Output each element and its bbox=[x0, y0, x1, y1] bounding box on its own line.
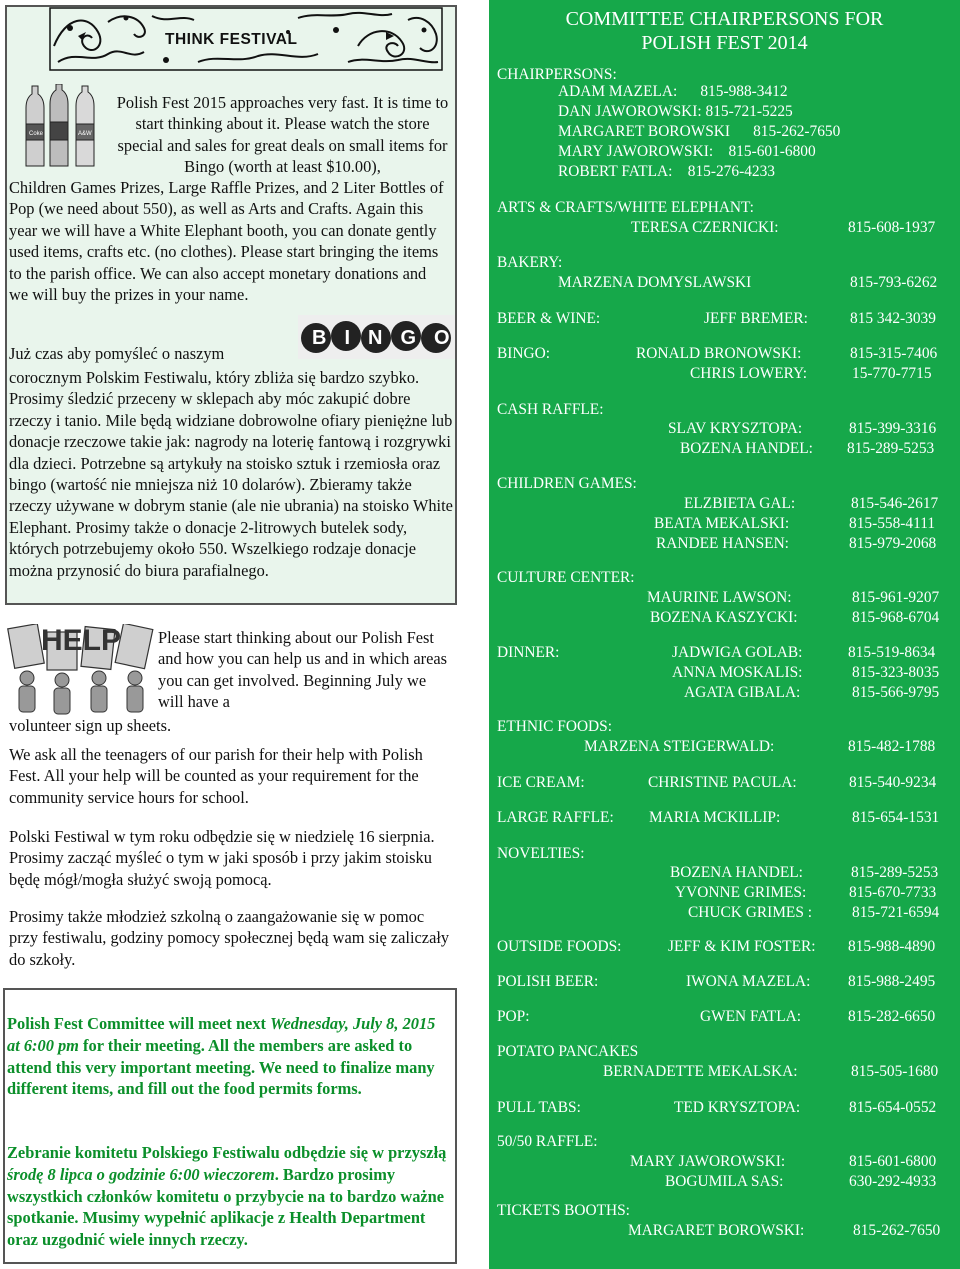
section-label: CHILDREN GAMES: bbox=[497, 475, 637, 492]
chairperson-phone: 815-558-4111 bbox=[849, 515, 936, 532]
chairperson-phone: 815-399-3316 bbox=[849, 420, 937, 437]
chairperson-name: GWEN FATLA: bbox=[700, 1008, 802, 1025]
section-label: PULL TABS: bbox=[497, 1099, 581, 1116]
chairperson-entry: ADAM MAZELA: 815-988-3412 bbox=[558, 83, 788, 100]
section-label: LARGE RAFFLE: bbox=[497, 809, 614, 826]
chairperson-name: IWONA MAZELA: bbox=[686, 973, 811, 990]
section-label: BEER & WINE: bbox=[497, 310, 601, 327]
section-label: CHAIRPERSONS: bbox=[497, 66, 617, 83]
section-label: BINGO: bbox=[497, 345, 551, 362]
chairperson-phone: 815-979-2068 bbox=[849, 535, 937, 552]
chairperson-name: CHRIS LOWERY: bbox=[690, 365, 808, 382]
chairperson-phone: 815-546-2617 bbox=[851, 495, 939, 512]
section-label: ARTS & CRAFTS/WHITE ELEPHANT: bbox=[497, 199, 754, 216]
chairperson-phone: 815-793-6262 bbox=[850, 274, 938, 291]
svg-text:A&W: A&W bbox=[78, 131, 92, 137]
chairperson-name: JEFF BREMER: bbox=[704, 310, 808, 327]
chairperson-phone: 815-988-4890 bbox=[848, 938, 936, 955]
section-label: ICE CREAM: bbox=[497, 774, 585, 791]
chairperson-name: MARZENA DOMYSLAWSKI bbox=[558, 274, 752, 291]
chairperson-name: YVONNE GRIMES: bbox=[675, 884, 807, 901]
chairperson-phone: 815-482-1788 bbox=[848, 738, 936, 755]
section-label: TICKETS BOOTHS: bbox=[497, 1202, 630, 1219]
chairperson-phone: 815-289-5253 bbox=[847, 440, 935, 457]
chairperson-name: RONALD BRONOWSKI: bbox=[636, 345, 802, 362]
chairperson-phone: 815-721-6594 bbox=[852, 904, 940, 921]
chairperson-name: MARGARET BOROWSKI: bbox=[628, 1222, 805, 1239]
chairperson-entry: ROBERT FATLA: 815-276-4233 bbox=[558, 163, 775, 180]
fest-announcement-polish-body: corocznym Polskim Festiwalu, który zbliża się bardzo szybko. Prosimy śledzić przeceny w sklepach aby móc zakupić dobre rzeczy i tanio. Mile będą widziane dobrowolne ofiary pieniężne lub donacje rzeczowe takie jak: nagrody na loterię fantową i rozgrywki dla dzieci. Potrzebne są artykuły na stoisko sztuk i rzemiosła oraz bingo (wartość nie mniejsza niż 10 dolarów). Zbieramy także rzeczy używane w dobrym stanie (ale nie ubrania) na stoisko White Elephant. Prosimy także o donacje 2-litrowych butelek sody, których potrzebujemy około 550. Wszelkiego rodzaje donacje można przynosić do biura parafialnego. bbox=[9, 368, 453, 580]
chairperson-name: BOZENA HANDEL: bbox=[680, 440, 813, 457]
chairperson-name: BOZENA KASZYCKI: bbox=[650, 609, 798, 626]
chairperson-name: RANDEE HANSEN: bbox=[656, 535, 789, 552]
fest-announcement-polish-intro: Już czas aby pomyśleć o naszym bbox=[9, 344, 225, 363]
help-volunteer-text-end: volunteer sign up sheets. bbox=[9, 716, 172, 735]
think-festival-title: THINK FESTIVAL bbox=[165, 31, 298, 48]
help-volunteer-text: Please start thinking about our Polish Fest and how you can help us and in which areas you can get involved. Beginning July we will have a bbox=[158, 628, 448, 712]
chairperson-name: BERNADETTE MEKALSKA: bbox=[603, 1063, 798, 1080]
meeting-notice-english bbox=[7, 1013, 452, 1099]
fest-announcement-intro: Polish Fest 2015 approaches very fast. It is time to start thinking about it. Please watch the store special and sales for great deals on small items for Bingo (worth at least $10.00), bbox=[116, 93, 449, 177]
meeting-notice-polish bbox=[7, 1142, 452, 1250]
chairperson-phone: 815-968-6704 bbox=[852, 609, 940, 626]
chairperson-name: ANNA MOSKALIS: bbox=[672, 664, 803, 681]
meeting-en-part2: for their meeting. All the members are asked to attend this very important meeting. We need to finalize many different items, and fill out the food permits forms. bbox=[7, 1035, 435, 1099]
chairperson-phone: 15-770-7715 bbox=[852, 365, 932, 382]
meeting-en-date: Wednesday, July 8, 2015 at 6:00 pm bbox=[7, 1014, 436, 1055]
chairperson-name: MARZENA STEIGERWALD: bbox=[584, 738, 775, 755]
chairperson-phone: 815-519-8634 bbox=[848, 644, 936, 661]
chairperson-entry: MARY JAWOROWSKI: 815-601-6800 bbox=[558, 143, 816, 160]
chairperson-phone: 815-654-0552 bbox=[849, 1099, 937, 1116]
section-label: POTATO PANCAKES bbox=[497, 1043, 639, 1060]
chairperson-phone: 815-315-7406 bbox=[850, 345, 938, 362]
svg-text:Coke: Coke bbox=[29, 131, 44, 137]
chairperson-name: MARY JAWOROWSKI: bbox=[630, 1153, 786, 1170]
section-label: NOVELTIES: bbox=[497, 845, 585, 862]
committee-title-line2: POLISH FEST 2014 bbox=[641, 32, 808, 54]
committee-panel-title bbox=[489, 7, 960, 55]
section-label: BAKERY: bbox=[497, 254, 563, 271]
help-logo-text: HELP bbox=[40, 624, 121, 657]
chairperson-name: BEATA MEKALSKI: bbox=[654, 515, 790, 532]
chairperson-phone: 815-505-1680 bbox=[851, 1063, 939, 1080]
section-label: OUTSIDE FOODS: bbox=[497, 938, 622, 955]
chairperson-phone: 815-961-9207 bbox=[852, 589, 940, 606]
chairperson-phone: 815-654-1531 bbox=[852, 809, 940, 826]
bingo-logo-text: BINGO bbox=[312, 326, 468, 349]
chairperson-phone: 815 342-3039 bbox=[850, 310, 936, 327]
chairperson-name: CHUCK GRIMES : bbox=[688, 904, 812, 921]
chairperson-name: TERESA CZERNICKI: bbox=[631, 219, 779, 236]
section-label: CASH RAFFLE: bbox=[497, 401, 604, 418]
polish-fest-date-text: Polski Festiwal w tym roku odbędzie się w niedzielę 16 sierpnia. Prosimy zacząć myśleć o tym w jaki sposób i przy jakim stoisku będę mógł/mogła służyć swoją pomocą. bbox=[9, 827, 435, 889]
polish-teen-volunteer-text: Prosimy także młodzież szkolną o zaangażowanie się w pomoc przy festiwalu, godziny pomocy społecznej będą wam się zaliczały do szkoły. bbox=[9, 907, 450, 969]
meeting-pl-date: środę 8 lipca o godzinie 6:00 wieczorem bbox=[7, 1164, 275, 1184]
committee-title-line1: COMMITTEE CHAIRPERSONS FOR bbox=[565, 8, 884, 30]
section-label: 50/50 RAFFLE: bbox=[497, 1133, 598, 1150]
chairperson-name: ELZBIETA GAL: bbox=[684, 495, 796, 512]
chairperson-name: CHRISTINE PACULA: bbox=[648, 774, 797, 791]
chairperson-name: BOGUMILA SAS: bbox=[665, 1173, 784, 1190]
chairperson-phone: 815-670-7733 bbox=[849, 884, 937, 901]
chairperson-phone: 815-289-5253 bbox=[851, 864, 939, 881]
section-label: ETHNIC FOODS: bbox=[497, 718, 613, 735]
chairperson-phone: 815-262-7650 bbox=[853, 1222, 941, 1239]
meeting-en-part1: Polish Fest Committee will meet next bbox=[7, 1014, 271, 1034]
chairperson-phone: 815-282-6650 bbox=[848, 1008, 936, 1025]
meeting-pl-part1: Zebranie komitetu Polskiego Festiwalu odbędzie się w przyszłą bbox=[7, 1143, 447, 1163]
chairperson-phone: 815-601-6800 bbox=[849, 1153, 937, 1170]
chairperson-entry: DAN JAWOROWSKI: 815-721-5225 bbox=[558, 103, 793, 120]
section-label: POLISH BEER: bbox=[497, 973, 599, 990]
section-label: DINNER: bbox=[497, 644, 560, 661]
section-label: CULTURE CENTER: bbox=[497, 569, 635, 586]
chairperson-phone: 815-540-9234 bbox=[849, 774, 937, 791]
chairperson-name: BOZENA HANDEL: bbox=[670, 864, 803, 881]
chairperson-name: TED KRYSZTOPA: bbox=[674, 1099, 801, 1116]
chairperson-name: SLAV KRYSZTOPA: bbox=[668, 420, 803, 437]
chairperson-phone: 815-566-9795 bbox=[852, 684, 940, 701]
teen-volunteer-text: We ask all the teenagers of our parish for their help with Polish Fest. All your help will be counted as your requirement for the community service hours for school. bbox=[9, 745, 423, 807]
chairperson-name: JEFF & KIM FOSTER: bbox=[668, 938, 816, 955]
soda-bottles-image bbox=[14, 84, 110, 170]
chairperson-phone: 815-323-8035 bbox=[852, 664, 940, 681]
chairperson-name: JADWIGA GOLAB: bbox=[672, 644, 803, 661]
fest-announcement-body: Children Games Prizes, Large Raffle Prizes, and 2 Liter Bottles of Pop (we need about 550), as well as Arts and Crafts. Again this year we will have a White Elephant booth, you can donate gently used items, crafts etc. (no clothes). Please start bringing the items to the parish office. We can also accept monetary donations and we will buy the prizes in your name. bbox=[9, 178, 444, 305]
chairperson-phone: 630-292-4933 bbox=[849, 1173, 937, 1190]
chairperson-phone: 815-608-1937 bbox=[848, 219, 936, 236]
meeting-pl-part2: . Bardzo prosimy wszystkich członków komitetu o przybycie na to bardzo ważne spotkanie. Musimy wypełnić aplikacje z Health Department oraz uzgodnić wiele innych rzeczy. bbox=[7, 1164, 445, 1249]
section-label: POP: bbox=[497, 1008, 530, 1025]
chairperson-name: MARIA MCKILLIP: bbox=[649, 809, 781, 826]
chairperson-name: MAURINE LAWSON: bbox=[647, 589, 792, 606]
chairperson-phone: 815-988-2495 bbox=[848, 973, 936, 990]
chairperson-entry: MARGARET BOROWSKI 815-262-7650 bbox=[558, 123, 841, 140]
chairperson-name: AGATA GIBALA: bbox=[684, 684, 801, 701]
